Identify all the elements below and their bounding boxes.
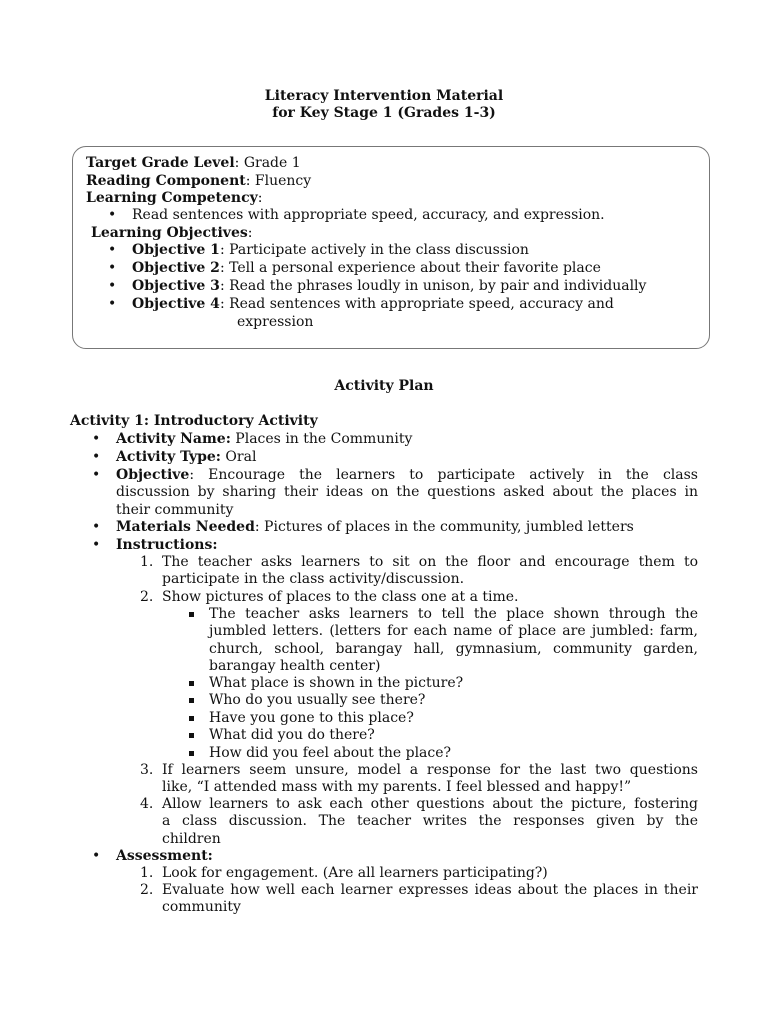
bullet-icon: • [92, 431, 101, 447]
square-bullet-icon [189, 612, 194, 617]
square-bullet-icon [189, 733, 194, 738]
bullet-icon: • [92, 467, 101, 483]
objective-line: : Encourage the learners to participate actively in the class [189, 467, 698, 483]
activity-type-label: Activity Type: [116, 449, 221, 465]
bullet-icon: • [92, 519, 101, 535]
grade-level-row [86, 155, 301, 172]
competency-item: Read sentences with appropriate speed, accuracy, and expression. [132, 207, 605, 223]
objective-line: discussion by sharing their ideas on the questions asked about the places in [116, 484, 698, 501]
step-number: 2. [140, 882, 154, 898]
reading-component-value: : Fluency [245, 173, 312, 189]
objective-label: Objective [116, 467, 190, 483]
reading-component-row [86, 173, 311, 190]
objective-item [132, 296, 614, 313]
activity-plan-heading: Activity Plan [334, 378, 434, 394]
step2-text: Show pictures of places to the class one at a time. [162, 589, 519, 605]
objective-item [132, 260, 601, 277]
step3-text [162, 762, 698, 797]
objective-line: their community [116, 501, 234, 518]
document-title-line2: for Key Stage 1 (Grades 1-3) [272, 105, 496, 121]
step-line: The teacher asks learners to sit on the floor and encourage them to [162, 554, 698, 570]
objective-text: : Read the phrases loudly in unison, by pair and individually [219, 278, 647, 294]
bullet-icon: • [108, 278, 117, 294]
assessment-item: Look for engagement. (Are all learners participating?) [162, 865, 548, 881]
grade-level-label: Target Grade Level [86, 155, 235, 171]
bullet-icon: • [108, 207, 117, 223]
objective-label: Objective 4 [132, 296, 220, 312]
assessment-line: Evaluate how well each learner expresses ideas about the places in their [162, 882, 698, 898]
learning-competency-row [86, 190, 262, 207]
sub-item: What place is shown in the picture? [209, 675, 464, 691]
instructions-label: Instructions: [116, 537, 218, 553]
objective-item [132, 242, 529, 259]
objective-item [132, 278, 646, 295]
objective-text: : Read sentences with appropriate speed, accuracy and [219, 296, 614, 312]
bullet-icon: • [108, 260, 117, 276]
bullet-icon: • [92, 449, 101, 465]
step-line: Allow learners to ask each other questions about the picture, fostering [162, 796, 698, 812]
assessment-line: community [162, 899, 241, 916]
objective-label: Objective 2 [132, 260, 220, 276]
sub-item: What did you do there? [209, 727, 375, 743]
learning-competency-colon: : [257, 190, 263, 206]
materials-value: : Pictures of places in the community, jumbled letters [254, 519, 634, 535]
bullet-icon: • [108, 296, 117, 312]
activity-type-row [116, 449, 256, 466]
assessment-item [162, 882, 698, 917]
sub-item [209, 606, 698, 676]
step-number: 1. [140, 865, 154, 881]
materials-label: Materials Needed [116, 519, 255, 535]
sub-item-line: jumbled letters. (letters for each name of place are jumbled: farm, [209, 623, 698, 640]
learning-competency-label: Learning Competency [86, 190, 258, 206]
sub-item-line: The teacher asks learners to tell the place shown through the [209, 606, 698, 622]
objective-label: Objective 1 [132, 242, 220, 258]
square-bullet-icon [189, 681, 194, 686]
step-line: participate in the class activity/discussion. [162, 571, 465, 588]
step4-text [162, 796, 698, 848]
activity1-heading: Activity 1: Introductory Activity [70, 413, 318, 429]
objective-text: : Participate actively in the class discussion [219, 242, 529, 258]
step-line: like, “I attended mass with my parents. I feel blessed and happy!” [162, 779, 632, 796]
bullet-icon: • [108, 242, 117, 258]
reading-component-label: Reading Component [86, 173, 246, 189]
learning-objectives-colon: : [247, 225, 253, 241]
step-line: children [162, 830, 221, 847]
activity-name-label: Activity Name: [116, 431, 231, 447]
grade-level-value: : Grade 1 [234, 155, 301, 171]
bullet-icon: • [92, 537, 101, 553]
step-line: If learners seem unsure, model a response for the last two questions [162, 762, 698, 778]
learning-objectives-row [91, 225, 252, 242]
step-line: a class discussion. The teacher writes the responses given by the [162, 813, 698, 830]
step-number: 1. [140, 554, 154, 570]
sub-item-line: barangay health center) [209, 658, 381, 675]
step-number: 4. [140, 796, 154, 812]
materials-row [116, 519, 634, 536]
activity-name-row [116, 431, 412, 448]
square-bullet-icon [189, 716, 194, 721]
activity-name-value: Places in the Community [230, 431, 413, 447]
sub-item: Have you gone to this place? [209, 710, 414, 726]
activity-type-value: Oral [220, 449, 257, 465]
objective-label: Objective 3 [132, 278, 220, 294]
objective-text: : Tell a personal experience about their favorite place [219, 260, 601, 276]
sub-item: Who do you usually see there? [209, 692, 426, 708]
assessment-label: Assessment: [116, 848, 213, 864]
objective-paragraph [116, 467, 698, 519]
sub-item-line: church, school, barangay hall, gymnasium, community garden, [209, 640, 698, 657]
square-bullet-icon [189, 698, 194, 703]
document-title-line1: Literacy Intervention Material [264, 88, 504, 104]
bullet-icon: • [92, 848, 101, 864]
step1-text [162, 554, 698, 589]
square-bullet-icon [189, 751, 194, 756]
learning-objectives-label: Learning Objectives [91, 225, 248, 241]
objective-continuation: expression [237, 314, 314, 330]
step-number: 2. [140, 589, 154, 605]
step-number: 3. [140, 762, 154, 778]
sub-item: How did you feel about the place? [209, 745, 452, 761]
